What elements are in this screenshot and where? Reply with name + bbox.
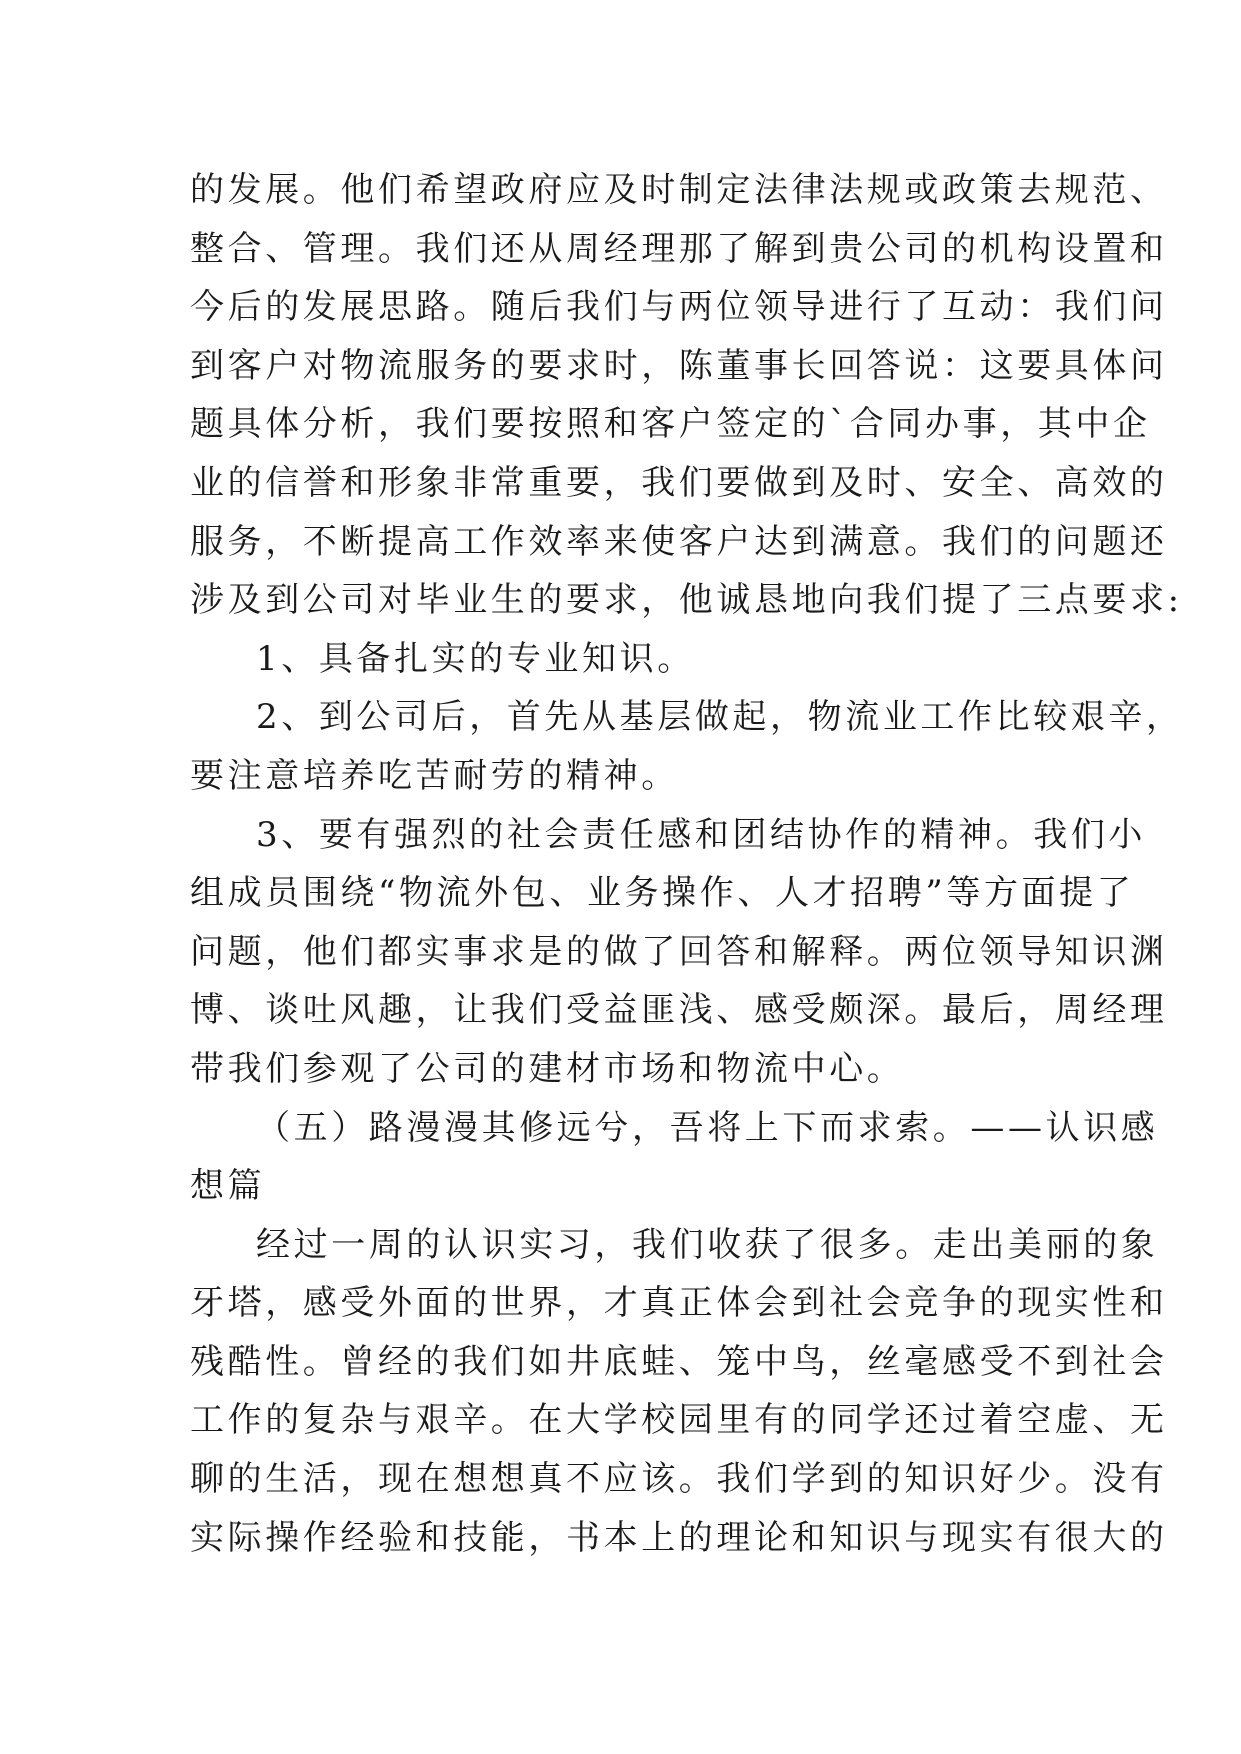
- text-line: 问题，他们都实事求是的做了回答和解释。两位领导知识渊: [190, 931, 1168, 972]
- text-line: 组成员围绕“物流外包、业务操作、人才招聘”等方面提了: [190, 873, 1135, 914]
- body-text: [190, 161, 1184, 1567]
- text-line: 实际操作经验和技能，书本上的理论和知识与现实有很大的: [190, 1517, 1168, 1558]
- list-item-2: 2、到公司后，首先从基层做起，物流业工作比较艰辛，: [256, 697, 1184, 738]
- text-line: 整合、管理。我们还从周经理那了解到贵公司的机构设置和: [190, 228, 1168, 269]
- text-line: 的发展。他们希望政府应及时制定法律法规或政策去规范、: [190, 170, 1168, 210]
- list-item-1: 1、具备扎实的专业知识。: [256, 638, 695, 679]
- text-line: 要注意培养吃苦耐劳的精神。: [190, 755, 679, 796]
- section-heading: （五）路漫漫其修远兮，吾将上下而求索。——认识感: [256, 1107, 1159, 1148]
- text-line: 今后的发展思路。随后我们与两位领导进行了互动：我们问: [190, 287, 1168, 328]
- text-line: 牙塔，感受外面的世界，才真正体会到社会竞争的现实性和: [190, 1283, 1168, 1324]
- text-line: 带我们参观了公司的建材市场和物流中心。: [190, 1048, 905, 1089]
- text-line: 服务，不断提高工作效率来使客户达到满意。我们的问题还: [190, 521, 1168, 562]
- text-line: 残酷性。曾经的我们如井底蛙、笼中鸟，丝毫感受不到社会: [190, 1341, 1168, 1382]
- section-heading-continued: 想篇: [190, 1166, 266, 1207]
- text-line: 业的信誉和形象非常重要，我们要做到及时、安全、高效的: [190, 462, 1168, 503]
- text-line: 题具体分析，我们要按照和客户签定的`合同办事，其中企: [190, 404, 1151, 445]
- text-line: 博、谈吐风趣，让我们受益匪浅、感受颇深。最后，周经理: [190, 990, 1168, 1031]
- text-line: 聊的生活，现在想想真不应该。我们学到的知识好少。没有: [190, 1459, 1168, 1500]
- list-item-3: 3、要有强烈的社会责任感和团结协作的精神。我们小: [256, 814, 1147, 855]
- text-line: 工作的复杂与艰辛。在大学校园里有的同学还过着空虚、无: [190, 1400, 1168, 1441]
- text-line: 到客户对物流服务的要求时，陈董事长回答说：这要具体问: [190, 345, 1168, 386]
- text-line: 涉及到公司对毕业生的要求，他诚恳地向我们提了三点要求:: [190, 580, 1183, 621]
- paragraph-start: 经过一周的认识实习，我们收获了很多。走出美丽的象: [256, 1224, 1159, 1265]
